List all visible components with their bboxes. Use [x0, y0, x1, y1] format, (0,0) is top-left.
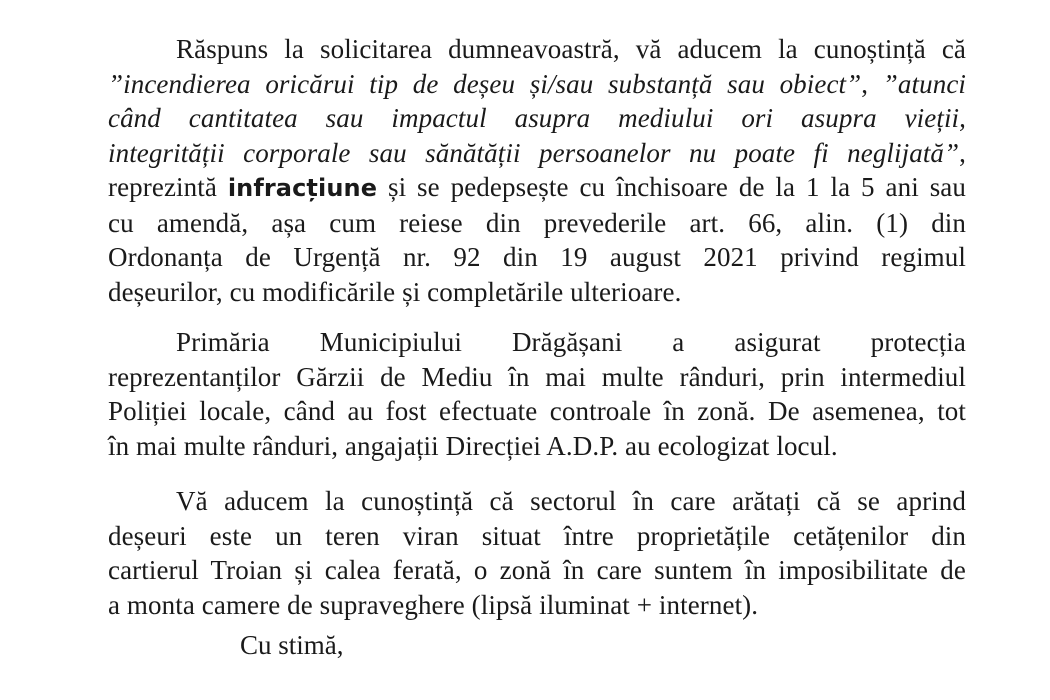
quoted-text: integrității corporale sau sănătății persoanelor nu poate fi neglijată”: [108, 137, 960, 168]
text-line: Poliției locale, când au fost efectuate controale în zonă. De asemenea, tot: [108, 396, 966, 426]
text-line: cartierul Troian și calea ferată, o zonă în care suntem în imposibilitate de: [108, 555, 966, 585]
paragraph-city-hall-actions: [108, 325, 966, 463]
text-line: deșeurilor, cu modificările și completările ulterioare.: [108, 276, 682, 307]
text-line: Vă aducem la cunoștință că sectorul în care arătați că se aprind: [176, 486, 966, 516]
text-line: a monta camere de supraveghere (lipsă iluminat + internet).: [108, 589, 759, 620]
quoted-text: ”incendierea oricărui tip de deșeu și/sau substanță sau obiect”: [108, 68, 862, 99]
line-end-text: și se pedepsește cu închisoare de la 1 la 5 ani sau: [377, 172, 966, 202]
paragraph-legal-response: [108, 32, 966, 309]
paragraph-area-description: [108, 484, 966, 622]
quoted-text: ”atunci: [882, 68, 966, 99]
text-line: Ordonanța de Urgență nr. 92 din 19 august 2021 privind regimul: [108, 242, 966, 272]
separator-text: ,: [861, 68, 883, 99]
text-line: reprezentanților Gărzii de Mediu în mai multe rânduri, prin intermediul: [108, 361, 966, 392]
text-line: Răspuns la solicitarea dumneavoastră, vă aducem la cunoștință că: [176, 34, 966, 64]
text-line: [108, 136, 966, 171]
text-line: în mai multe rânduri, angajații Direcției A.D.P. au ecologizat locul.: [108, 430, 838, 461]
text-line: deșeuri este un teren viran situat între proprietățile cetățenilor din: [108, 520, 966, 551]
punctuation-text: ,: [959, 137, 966, 168]
emphasized-term: infracțiune: [227, 174, 378, 202]
text-line: cu amendă, așa cum reiese din prevederile art. 66, alin. (1) din: [108, 207, 966, 238]
line-start-text: reprezintă: [108, 172, 228, 202]
closing-salutation: Cu stimă,: [240, 630, 344, 660]
text-line: Primăria Municipiului Drăgășani a asigurat protecția: [176, 327, 966, 357]
text-line: când cantitatea sau impactul asupra mediului ori asupra vieții,: [108, 103, 966, 133]
text-line: [108, 170, 966, 206]
text-line: [108, 67, 966, 102]
